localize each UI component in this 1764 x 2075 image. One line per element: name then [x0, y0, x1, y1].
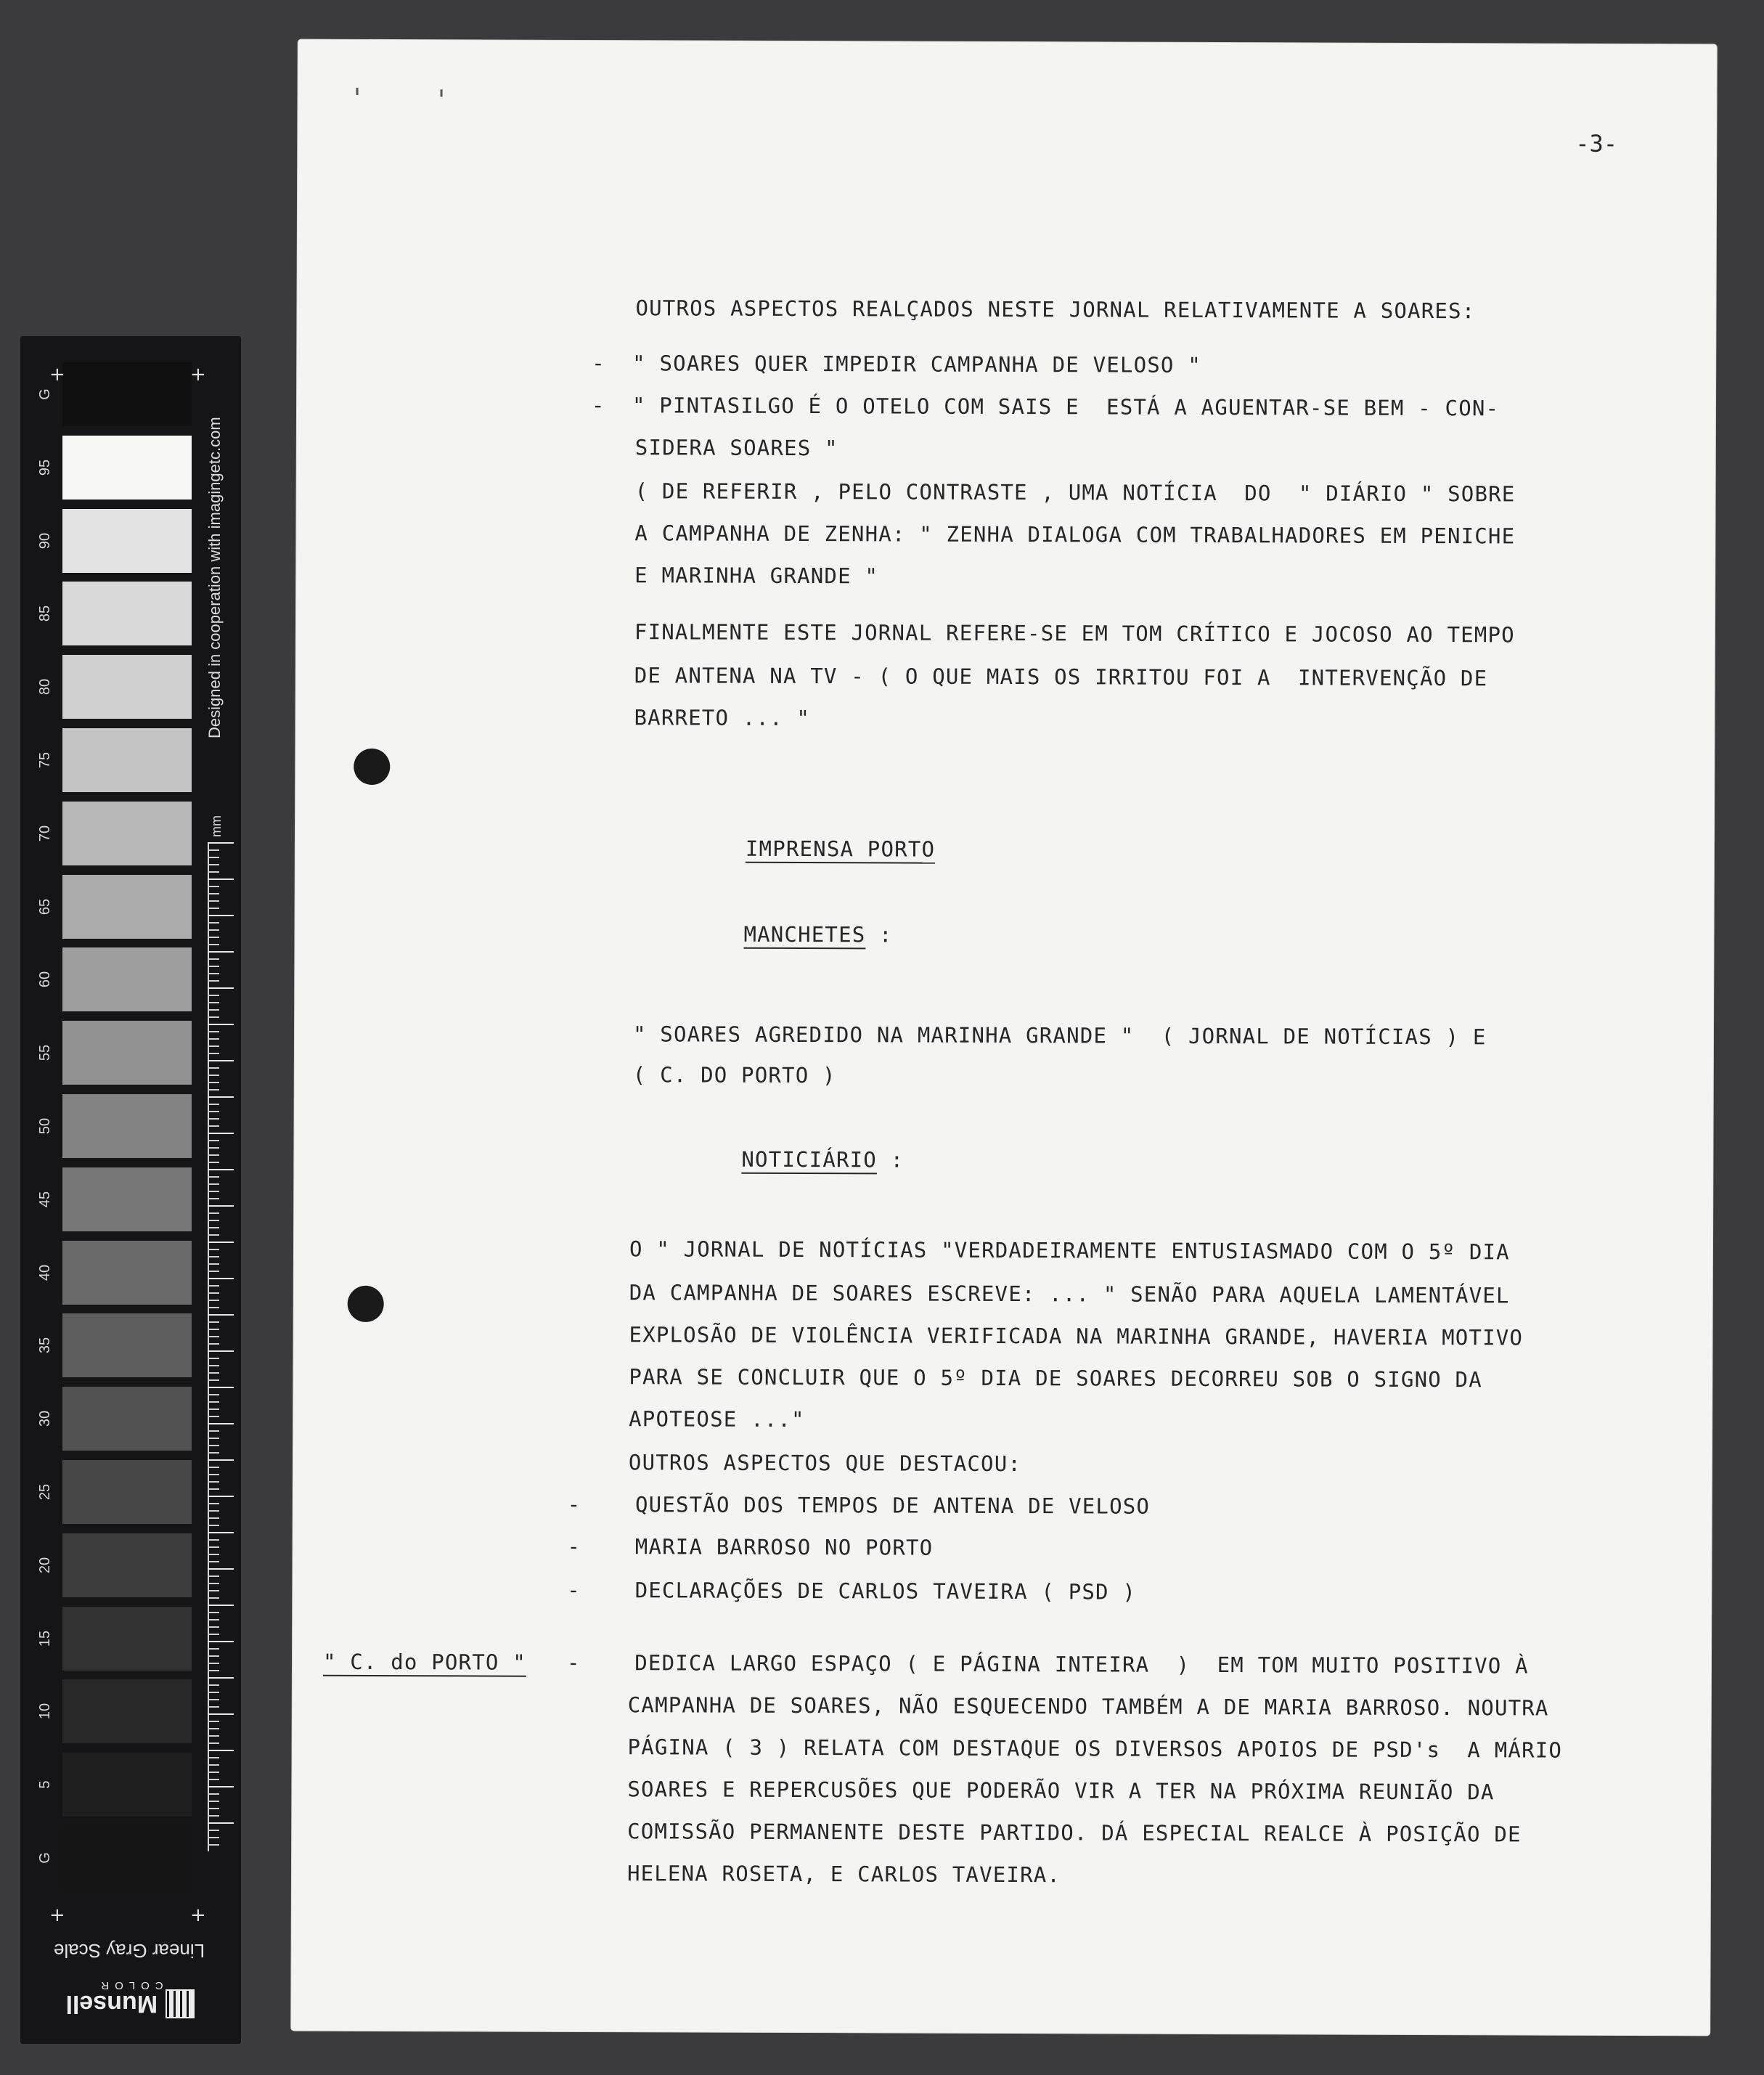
- punch-hole: [354, 749, 390, 785]
- gray-swatch: [62, 1021, 192, 1085]
- subheading: NOTICIÁRIO: [741, 1146, 878, 1173]
- gray-scale-label: 75: [37, 751, 53, 769]
- bullet-line: - DEDICA LARGO ESPAÇO ( E PÁGINA INTEIRA ) EM TOM MUITO POSITIVO À: [566, 1650, 1529, 1679]
- text-line: COMISSÃO PERMANENTE DESTE PARTIDO. DÁ ESPECIAL REALCE À POSIÇÃO DE: [627, 1819, 1522, 1847]
- gray-scale-label: 65: [37, 898, 53, 915]
- text-line: DE ANTENA NA TV - ( O QUE MAIS OS IRRITOU FOI A INTERVENÇÃO DE: [634, 663, 1488, 691]
- gray-swatch: [62, 1387, 192, 1451]
- gray-scale-label: G: [37, 1852, 53, 1864]
- gray-scale-label: 60: [37, 971, 53, 988]
- text-line: BARRETO ... ": [634, 705, 811, 731]
- millimeter-ruler: [208, 842, 234, 1851]
- gray-swatch: [62, 1094, 192, 1158]
- gray-swatch: [62, 436, 192, 500]
- gray-swatch: [62, 802, 192, 865]
- bullet-line: - DECLARAÇÕES DE CARLOS TAVEIRA ( PSD ): [567, 1577, 1137, 1605]
- gray-swatch: [62, 728, 192, 792]
- text-line: A CAMPANHA DE ZENHA: " ZENHA DIALOGA COM TRABALHADORES EM PENICHE: [634, 521, 1516, 549]
- page-number: -3-: [1575, 129, 1618, 158]
- gray-scale-label: 95: [37, 459, 53, 476]
- gray-scale-label: 50: [37, 1117, 53, 1135]
- gray-scale-label: 55: [37, 1045, 53, 1061]
- text-line: " SOARES AGREDIDO NA MARINHA GRANDE " ( JORNAL DE NOTÍCIAS ) E: [632, 1022, 1487, 1050]
- gray-swatch: [62, 1753, 192, 1817]
- brand-name: Munsell: [65, 1990, 158, 2018]
- text-line: ( C. DO PORTO ): [632, 1062, 836, 1088]
- typed-document-page: [291, 40, 1717, 2036]
- text-line: FINALMENTE ESTE JORNAL REFERE-SE EM TOM CRÍTICO E JOCOSO AO TEMPO: [634, 619, 1515, 648]
- gray-scale-label: 10: [37, 1703, 53, 1720]
- gray-scale-label: 35: [37, 1337, 53, 1354]
- gray-swatch: [62, 1167, 192, 1231]
- munsell-brand: [49, 1973, 209, 2017]
- registration-mark: +: [49, 1904, 65, 1926]
- gray-swatch: [62, 1241, 192, 1305]
- registration-mark: +: [190, 364, 206, 386]
- gray-scale-label: 70: [37, 825, 53, 841]
- text-line: O " JORNAL DE NOTÍCIAS "VERDADEIRAMENTE ENTUSIASMADO COM O 5º DIA: [629, 1236, 1510, 1265]
- text-line: SOARES E REPERCUSÕES QUE PODERÃO VIR A TER NA PRÓXIMA REUNIÃO DA: [627, 1777, 1495, 1805]
- text-line: EXPLOSÃO DE VIOLÊNCIA VERIFICADA NA MARINHA GRANDE, HAVERIA MOTIVO: [629, 1322, 1524, 1350]
- subheading-line: [741, 1146, 904, 1173]
- text-line: HELENA ROSETA, E CARLOS TAVEIRA.: [626, 1861, 1061, 1888]
- scale-title: Linear Gray Scale: [53, 1940, 205, 1962]
- gray-scale-label: 5: [37, 1780, 53, 1789]
- gray-swatch: [62, 1313, 192, 1377]
- section-heading: IMPRENSA PORTO: [745, 836, 936, 862]
- bullet-line: - MARIA BARROSO NO PORTO: [567, 1533, 934, 1560]
- registration-mark: +: [49, 364, 65, 386]
- subheading-colon: :: [876, 1147, 905, 1173]
- gray-swatch: [62, 655, 192, 719]
- gray-swatch: [62, 1826, 192, 1890]
- gray-scale-label: 25: [37, 1483, 53, 1501]
- text-line: - " SOARES QUER IMPEDIR CAMPANHA DE VELOSO ": [592, 351, 1201, 378]
- subheading-line: [743, 921, 892, 948]
- text-line: PÁGINA ( 3 ) RELATA COM DESTAQUE OS DIVERSOS APOIOS DE PSD's A MÁRIO: [627, 1734, 1563, 1763]
- text-line: OUTROS ASPECTOS QUE DESTACOU:: [628, 1450, 1022, 1477]
- punch-hole: [348, 1286, 384, 1322]
- text-line: CAMPANHA DE SOARES, NÃO ESQUECENDO TAMBÉM A DE MARIA BARROSO. NOUTRA: [627, 1692, 1549, 1721]
- gray-swatch: [62, 362, 192, 426]
- scale-credit-text: Designed in cooperation with imagingetc.com: [205, 417, 224, 738]
- gray-swatch: [62, 947, 192, 1011]
- munsell-logo-icon: [167, 1991, 193, 2017]
- gray-swatch: [62, 1679, 192, 1743]
- ruler-unit-label: mm: [209, 815, 224, 837]
- bullet-line: - QUESTÃO DOS TEMPOS DE ANTENA DE VELOSO: [567, 1491, 1151, 1519]
- gray-scale-label: 40: [37, 1264, 53, 1281]
- gray-scale-label: 85: [37, 606, 53, 622]
- gray-scale-label: 80: [37, 679, 53, 696]
- gray-swatch: [62, 509, 192, 573]
- gray-scale-label: 15: [37, 1630, 53, 1647]
- gray-swatch: [62, 1607, 192, 1671]
- text-line: OUTROS ASPECTOS REALÇADOS NESTE JORNAL RELATIVAMENTE A SOARES:: [635, 295, 1476, 324]
- text-line: E MARINHA GRANDE ": [634, 563, 879, 589]
- gray-scale-label: 30: [37, 1411, 53, 1427]
- gray-swatch: [62, 1533, 192, 1597]
- gray-scale-label: 20: [37, 1557, 53, 1573]
- text-line: PARA SE CONCLUIR QUE O 5º DIA DE SOARES DECORREU SOB O SIGNO DA: [629, 1364, 1482, 1393]
- text-line: DA CAMPANHA DE SOARES ESCREVE: ... " SENÃO PARA AQUELA LAMENTÁVEL: [629, 1280, 1510, 1308]
- gray-scale-label: 90: [37, 532, 53, 549]
- gray-swatch: [62, 1460, 192, 1524]
- paper-mark: [441, 89, 443, 97]
- text-line: - " PINTASILGO É O OTELO COM SAIS E ESTÁ A AGUENTAR-SE BEM - CON-: [591, 393, 1500, 421]
- gray-swatch: [62, 875, 192, 939]
- margin-label: " C. do PORTO ": [322, 1649, 526, 1675]
- registration-mark: +: [190, 1904, 206, 1926]
- brand-subtitle: COLOR: [95, 1979, 163, 1992]
- gray-swatch: [62, 582, 192, 645]
- text-line: ( DE REFERIR , PELO CONTRASTE , UMA NOTÍCIA DO " DIÁRIO " SOBRE: [634, 478, 1516, 507]
- subheading-colon: :: [865, 922, 893, 947]
- text-line: APOTEOSE ...": [629, 1406, 805, 1432]
- gray-scale-label: G: [37, 388, 53, 400]
- text-line: SIDERA SOARES ": [634, 435, 838, 461]
- gray-scale-label: 45: [37, 1191, 53, 1207]
- subheading: MANCHETES: [743, 921, 866, 947]
- paper-mark: [356, 88, 359, 95]
